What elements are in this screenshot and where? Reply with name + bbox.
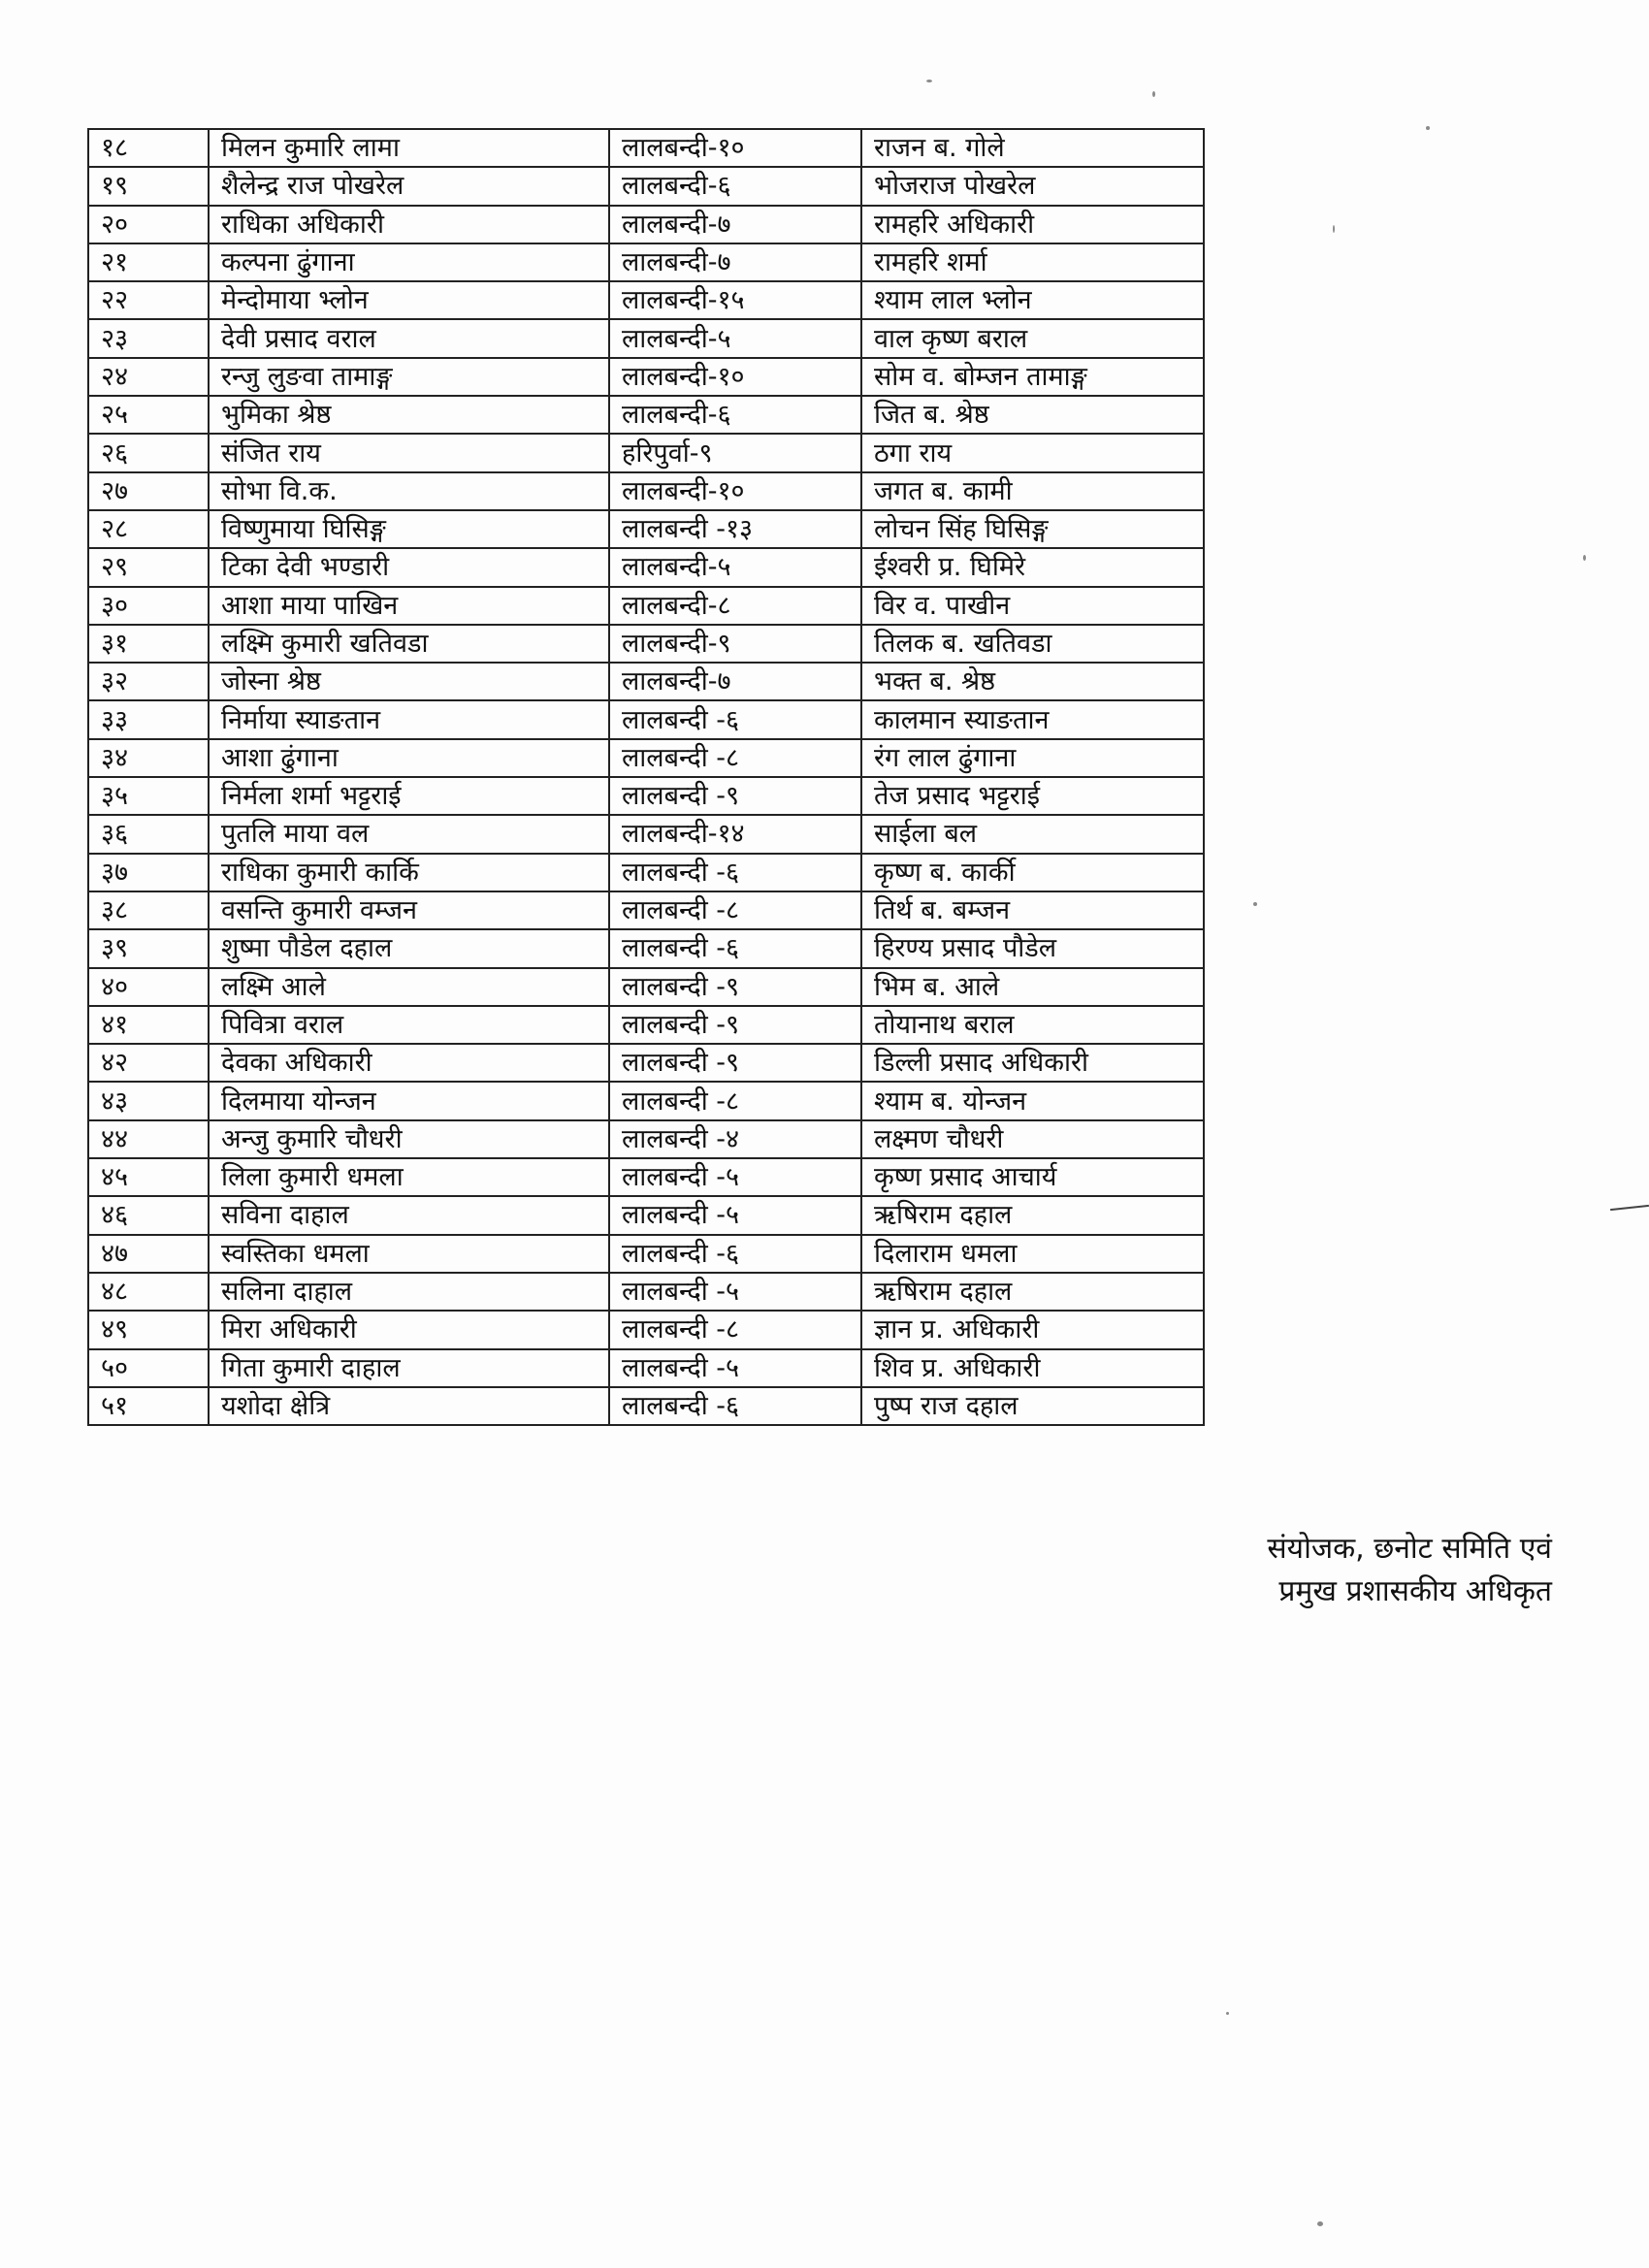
address-cell: लालबन्दी -१३ bbox=[609, 510, 861, 548]
candidate-name-cell: लिला कुमारी धमला bbox=[209, 1158, 609, 1196]
serial-number-cell: १८ bbox=[88, 129, 209, 167]
scan-speck bbox=[926, 80, 932, 82]
serial-number-cell: २२ bbox=[88, 281, 209, 319]
address-cell: लालबन्दी -९ bbox=[609, 1044, 861, 1082]
table-row bbox=[88, 243, 1204, 281]
candidate-name-cell: लक्ष्मि कुमारी खतिवडा bbox=[209, 625, 609, 663]
candidate-name-cell: विष्णुमाया घिसिङ्ग bbox=[209, 510, 609, 548]
guardian-name-cell: ऋषिराम दहाल bbox=[861, 1273, 1204, 1311]
guardian-name-cell: विर व. पाखीन bbox=[861, 587, 1204, 625]
serial-number-cell: १९ bbox=[88, 167, 209, 205]
serial-number-cell: २८ bbox=[88, 510, 209, 548]
serial-number-cell: ४७ bbox=[88, 1235, 209, 1273]
guardian-name-cell: वाल कृष्ण बराल bbox=[861, 319, 1204, 357]
scan-speck bbox=[1152, 91, 1155, 97]
address-cell: लालबन्दी -८ bbox=[609, 891, 861, 929]
guardian-name-cell: डिल्ली प्रसाद अधिकारी bbox=[861, 1044, 1204, 1082]
candidate-table bbox=[87, 128, 1205, 1426]
address-cell: लालबन्दी -९ bbox=[609, 777, 861, 815]
table-row bbox=[88, 1082, 1204, 1119]
candidate-name-cell: मिरा अधिकारी bbox=[209, 1311, 609, 1348]
table-row bbox=[88, 968, 1204, 1006]
table-row bbox=[88, 129, 1204, 167]
candidate-name-cell: संजित राय bbox=[209, 434, 609, 471]
guardian-name-cell: तोयानाथ बराल bbox=[861, 1006, 1204, 1044]
signature-title-line-2: प्रमुख प्रशासकीय अधिकृत bbox=[1278, 1574, 1552, 1608]
address-cell: लालबन्दी-५ bbox=[609, 319, 861, 357]
serial-number-cell: ४६ bbox=[88, 1196, 209, 1234]
candidate-name-cell: निर्माया स्याङतान bbox=[209, 700, 609, 738]
address-cell: लालबन्दी-५ bbox=[609, 548, 861, 586]
guardian-name-cell: साईला बल bbox=[861, 815, 1204, 853]
serial-number-cell: २९ bbox=[88, 548, 209, 586]
candidate-name-cell: रन्जु लुङवा तामाङ्ग bbox=[209, 358, 609, 396]
address-cell: लालबन्दी -८ bbox=[609, 1082, 861, 1119]
table-row bbox=[88, 854, 1204, 891]
serial-number-cell: ४९ bbox=[88, 1311, 209, 1348]
table-row bbox=[88, 739, 1204, 777]
guardian-name-cell: ठगा राय bbox=[861, 434, 1204, 471]
address-cell: लालबन्दी-७ bbox=[609, 243, 861, 281]
table-row bbox=[88, 700, 1204, 738]
guardian-name-cell: सोम व. बोम्जन तामाङ्ग bbox=[861, 358, 1204, 396]
candidate-name-cell: पिवित्रा वराल bbox=[209, 1006, 609, 1044]
address-cell: लालबन्दी-१० bbox=[609, 358, 861, 396]
guardian-name-cell: राजन ब. गोले bbox=[861, 129, 1204, 167]
serial-number-cell: २५ bbox=[88, 396, 209, 434]
address-cell: हरिपुर्वा-९ bbox=[609, 434, 861, 471]
serial-number-cell: ३६ bbox=[88, 815, 209, 853]
guardian-name-cell: पुष्प राज दहाल bbox=[861, 1387, 1204, 1425]
serial-number-cell: ३५ bbox=[88, 777, 209, 815]
table-row bbox=[88, 777, 1204, 815]
serial-number-cell: ४३ bbox=[88, 1082, 209, 1119]
address-cell: लालबन्दी-७ bbox=[609, 663, 861, 700]
scan-edge-mark bbox=[1610, 1205, 1649, 1211]
scan-speck bbox=[1226, 2012, 1229, 2015]
candidate-name-cell: जोस्ना श्रेष्ठ bbox=[209, 663, 609, 700]
scan-speck bbox=[1317, 2221, 1323, 2226]
table-row bbox=[88, 1044, 1204, 1082]
candidate-name-cell: राधिका अधिकारी bbox=[209, 206, 609, 243]
table-row bbox=[88, 472, 1204, 510]
serial-number-cell: ३० bbox=[88, 587, 209, 625]
table-row bbox=[88, 663, 1204, 700]
table-row bbox=[88, 358, 1204, 396]
table-row bbox=[88, 929, 1204, 967]
address-cell: लालबन्दी-१५ bbox=[609, 281, 861, 319]
address-cell: लालबन्दी-९ bbox=[609, 625, 861, 663]
serial-number-cell: ४५ bbox=[88, 1158, 209, 1196]
serial-number-cell: ४२ bbox=[88, 1044, 209, 1082]
guardian-name-cell: कृष्ण प्रसाद आचार्य bbox=[861, 1158, 1204, 1196]
guardian-name-cell: रामहरि अधिकारी bbox=[861, 206, 1204, 243]
candidate-name-cell: राधिका कुमारी कार्कि bbox=[209, 854, 609, 891]
address-cell: लालबन्दी -६ bbox=[609, 929, 861, 967]
candidate-name-cell: भुमिका श्रेष्ठ bbox=[209, 396, 609, 434]
serial-number-cell: ४१ bbox=[88, 1006, 209, 1044]
address-cell: लालबन्दी -९ bbox=[609, 1006, 861, 1044]
serial-number-cell: २१ bbox=[88, 243, 209, 281]
table-row bbox=[88, 1273, 1204, 1311]
guardian-name-cell: शिव प्र. अधिकारी bbox=[861, 1349, 1204, 1387]
serial-number-cell: ३७ bbox=[88, 854, 209, 891]
table-row bbox=[88, 1006, 1204, 1044]
address-cell: लालबन्दी -४ bbox=[609, 1120, 861, 1158]
table-row bbox=[88, 1387, 1204, 1425]
guardian-name-cell: तिर्थ ब. बम्जन bbox=[861, 891, 1204, 929]
candidate-name-cell: मेन्दोमाया भ्लोन bbox=[209, 281, 609, 319]
guardian-name-cell: दिलाराम धमला bbox=[861, 1235, 1204, 1273]
guardian-name-cell: भोजराज पोखरेल bbox=[861, 167, 1204, 205]
serial-number-cell: ३४ bbox=[88, 739, 209, 777]
serial-number-cell: ४४ bbox=[88, 1120, 209, 1158]
guardian-name-cell: जित ब. श्रेष्ठ bbox=[861, 396, 1204, 434]
serial-number-cell: ३३ bbox=[88, 700, 209, 738]
address-cell: लालबन्दी -९ bbox=[609, 968, 861, 1006]
serial-number-cell: ५० bbox=[88, 1349, 209, 1387]
serial-number-cell: ३१ bbox=[88, 625, 209, 663]
address-cell: लालबन्दी -५ bbox=[609, 1349, 861, 1387]
serial-number-cell: २० bbox=[88, 206, 209, 243]
candidate-table-body bbox=[88, 129, 1204, 1425]
address-cell: लालबन्दी -५ bbox=[609, 1158, 861, 1196]
address-cell: लालबन्दी-७ bbox=[609, 206, 861, 243]
serial-number-cell: २३ bbox=[88, 319, 209, 357]
table-row bbox=[88, 510, 1204, 548]
serial-number-cell: ३२ bbox=[88, 663, 209, 700]
candidate-name-cell: सविना दाहाल bbox=[209, 1196, 609, 1234]
guardian-name-cell: रामहरि शर्मा bbox=[861, 243, 1204, 281]
serial-number-cell: ३८ bbox=[88, 891, 209, 929]
guardian-name-cell: लक्ष्मण चौधरी bbox=[861, 1120, 1204, 1158]
table-row bbox=[88, 281, 1204, 319]
guardian-name-cell: ज्ञान प्र. अधिकारी bbox=[861, 1311, 1204, 1348]
address-cell: लालबन्दी-१० bbox=[609, 472, 861, 510]
candidate-name-cell: मिलन कुमारि लामा bbox=[209, 129, 609, 167]
table-row bbox=[88, 625, 1204, 663]
candidate-name-cell: देवका अधिकारी bbox=[209, 1044, 609, 1082]
candidate-name-cell: वसन्ति कुमारी वम्जन bbox=[209, 891, 609, 929]
address-cell: लालबन्दी -६ bbox=[609, 854, 861, 891]
guardian-name-cell: रंग लाल ढुंगाना bbox=[861, 739, 1204, 777]
address-cell: लालबन्दी -८ bbox=[609, 739, 861, 777]
table-row bbox=[88, 548, 1204, 586]
table-row bbox=[88, 1120, 1204, 1158]
table-row bbox=[88, 1158, 1204, 1196]
candidate-name-cell: पुतलि माया वल bbox=[209, 815, 609, 853]
table-row bbox=[88, 434, 1204, 471]
serial-number-cell: ४८ bbox=[88, 1273, 209, 1311]
guardian-name-cell: कृष्ण ब. कार्की bbox=[861, 854, 1204, 891]
address-cell: लालबन्दी-१० bbox=[609, 129, 861, 167]
scan-speck bbox=[1253, 902, 1257, 906]
table-row bbox=[88, 396, 1204, 434]
guardian-name-cell: भक्त ब. श्रेष्ठ bbox=[861, 663, 1204, 700]
address-cell: लालबन्दी-६ bbox=[609, 396, 861, 434]
guardian-name-cell: हिरण्य प्रसाद पौडेल bbox=[861, 929, 1204, 967]
guardian-name-cell: श्याम लाल भ्लोन bbox=[861, 281, 1204, 319]
candidate-name-cell: अन्जु कुमारि चौधरी bbox=[209, 1120, 609, 1158]
scan-speck bbox=[1583, 555, 1586, 561]
table-row bbox=[88, 319, 1204, 357]
candidate-name-cell: शैलेन्द्र राज पोखरेल bbox=[209, 167, 609, 205]
guardian-name-cell: भिम ब. आले bbox=[861, 968, 1204, 1006]
scan-speck bbox=[1333, 225, 1335, 233]
address-cell: लालबन्दी-१४ bbox=[609, 815, 861, 853]
table-row bbox=[88, 1349, 1204, 1387]
guardian-name-cell: जगत ब. कामी bbox=[861, 472, 1204, 510]
serial-number-cell: २७ bbox=[88, 472, 209, 510]
table-row bbox=[88, 1235, 1204, 1273]
candidate-name-cell: देवी प्रसाद वराल bbox=[209, 319, 609, 357]
address-cell: लालबन्दी -६ bbox=[609, 700, 861, 738]
table-row bbox=[88, 891, 1204, 929]
candidate-name-cell: सोभा वि.क. bbox=[209, 472, 609, 510]
table-row bbox=[88, 167, 1204, 205]
address-cell: लालबन्दी-८ bbox=[609, 587, 861, 625]
address-cell: लालबन्दी -५ bbox=[609, 1273, 861, 1311]
guardian-name-cell: श्याम ब. योन्जन bbox=[861, 1082, 1204, 1119]
table-row bbox=[88, 1196, 1204, 1234]
table-row bbox=[88, 815, 1204, 853]
candidate-name-cell: स्वस्तिका धमला bbox=[209, 1235, 609, 1273]
serial-number-cell: २४ bbox=[88, 358, 209, 396]
candidate-name-cell: निर्मला शर्मा भट्टराई bbox=[209, 777, 609, 815]
guardian-name-cell: कालमान स्याङतान bbox=[861, 700, 1204, 738]
table-row bbox=[88, 206, 1204, 243]
serial-number-cell: २६ bbox=[88, 434, 209, 471]
guardian-name-cell: ईश्वरी प्र. घिमिरे bbox=[861, 548, 1204, 586]
guardian-name-cell: तिलक ब. खतिवडा bbox=[861, 625, 1204, 663]
candidate-name-cell: शुष्मा पौडेल दहाल bbox=[209, 929, 609, 967]
guardian-name-cell: तेज प्रसाद भट्टराई bbox=[861, 777, 1204, 815]
address-cell: लालबन्दी -८ bbox=[609, 1311, 861, 1348]
serial-number-cell: ५१ bbox=[88, 1387, 209, 1425]
table-row bbox=[88, 587, 1204, 625]
candidate-name-cell: यशोदा क्षेत्रि bbox=[209, 1387, 609, 1425]
address-cell: लालबन्दी -६ bbox=[609, 1235, 861, 1273]
scan-speck bbox=[1426, 126, 1430, 130]
address-cell: लालबन्दी -५ bbox=[609, 1196, 861, 1234]
serial-number-cell: ४० bbox=[88, 968, 209, 1006]
candidate-name-cell: कल्पना ढुंगाना bbox=[209, 243, 609, 281]
candidate-name-cell: सलिना दाहाल bbox=[209, 1273, 609, 1311]
address-cell: लालबन्दी-६ bbox=[609, 167, 861, 205]
guardian-name-cell: लोचन सिंह घिसिङ्ग bbox=[861, 510, 1204, 548]
address-cell: लालबन्दी -६ bbox=[609, 1387, 861, 1425]
candidate-name-cell: दिलमाया योन्जन bbox=[209, 1082, 609, 1119]
candidate-name-cell: आशा माया पाखिन bbox=[209, 587, 609, 625]
candidate-name-cell: लक्ष्मि आले bbox=[209, 968, 609, 1006]
serial-number-cell: ३९ bbox=[88, 929, 209, 967]
candidate-name-cell: गिता कुमारी दाहाल bbox=[209, 1349, 609, 1387]
candidate-name-cell: टिका देवी भण्डारी bbox=[209, 548, 609, 586]
signature-block bbox=[1086, 1528, 1552, 1613]
guardian-name-cell: ऋषिराम दहाल bbox=[861, 1196, 1204, 1234]
table-row bbox=[88, 1311, 1204, 1348]
signature-title-line-1: संयोजक, छनोट समिति एवं bbox=[1267, 1532, 1552, 1566]
candidate-name-cell: आशा ढुंगाना bbox=[209, 739, 609, 777]
